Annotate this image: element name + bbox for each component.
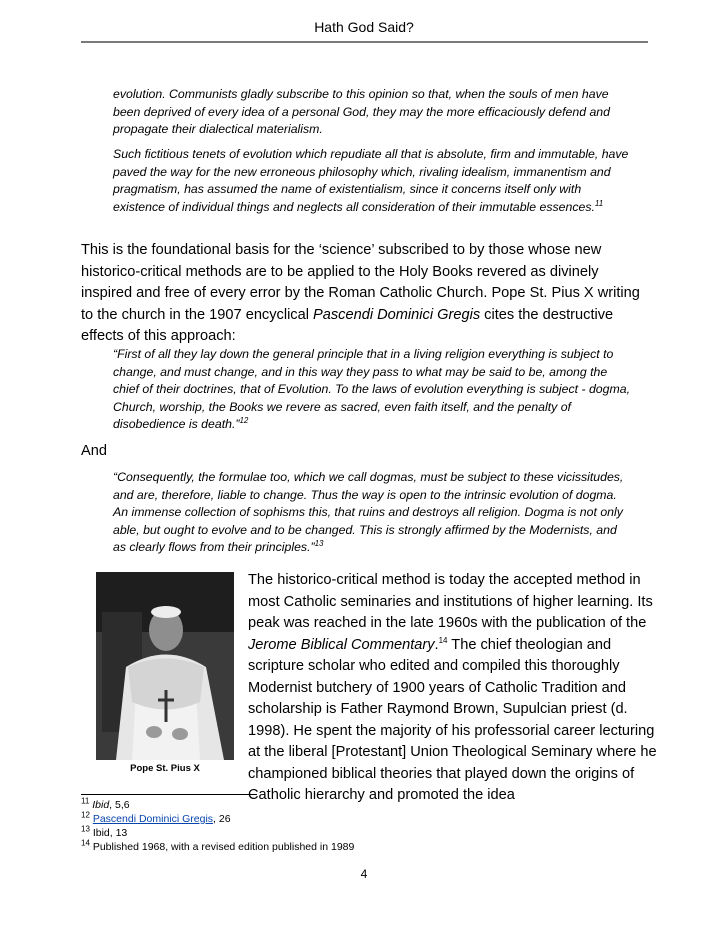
footnote-item	[81, 798, 354, 812]
footnote-text: , 5,6	[109, 799, 130, 811]
paragraph-historico-critical: The historico-critical method is today the accepted method in most Catholic seminaries and institutions of higher learning. Its peak was reached in the late 1960s with the publication of the Jerome Biblical Commentary.$^{14}$ The chief theologian and scripture scholar who edited and compiled this thoroughly Modernist butchery of 1900 years of Catholic Tradition and scholarship is Father Raymond Brown, Supulcian priest (d. 1998). He spent the majority of his professorial career lecturing at the liberal [Protestant] Union Theological Seminary where he championed biblical theories that played down the origins of Catholic hierarchy and promoted the idea	[248, 572, 657, 803]
page-header-title: Hath God Said?	[314, 19, 414, 35]
footnote-number: 11	[81, 796, 90, 806]
footnote-ref[interactable]: 12	[239, 416, 249, 426]
paragraph-text: The historico-critical method is today the accepted method in most Catholic seminaries and institutions of higher learning. Its peak was reached in the late 1960s with the publication of the	[248, 572, 653, 631]
portrait-illustration	[96, 572, 234, 760]
quote-pascendi-evolution	[113, 346, 633, 434]
footnote-ref[interactable]: 13	[314, 539, 324, 549]
footnote-number: 13	[81, 824, 90, 834]
quote-text: Such fictitious tenets of evolution which repudiate all that is absolute, firm and immutable, have paved the way for the new erroneous philosophy which, rivaling idealism, immanentism and pragmatism, has assumed the name of existentialism, since it concerns itself only with existence of individual things and neglects all consideration of their immutable essences.	[113, 147, 629, 214]
footnote-ref[interactable]: 11	[594, 198, 604, 208]
footnotes	[81, 798, 354, 854]
quote-evolution-communists	[113, 86, 633, 139]
footnote-text: , 26	[213, 813, 231, 825]
footnote-ref[interactable]: 14	[438, 635, 448, 645]
quote-existentialism	[113, 146, 633, 216]
conjunction-and: And	[81, 443, 107, 459]
footnote-text: Published 1968, with a revised edition published in 1989	[92, 841, 355, 853]
footnote-item	[81, 826, 354, 840]
paragraph-foundational-basis	[81, 240, 653, 348]
footnote-link[interactable]: Pascendi Dominici Gregis	[92, 813, 214, 825]
quote-text: evolution. Communists gladly subscribe to this opinion so that, when the souls of men have been deprived of every idea of a personal God, they may the more efficaciously defend and propagate their dialectical materialism.	[113, 87, 610, 137]
footnote-number: 14	[81, 838, 90, 848]
photo-caption: Pope St. Pius X	[130, 763, 200, 774]
paragraph-text: This is the foundational basis for the ‘science’ subscribed to by those whose new historico-critical methods are to be applied to the Holy Books revered as divinely inspired and free of every error by the Roman Catholic Church. Pope St. Pius X writing to the church in the 1907 encyclical	[81, 242, 640, 323]
quote-text: “First of all they lay down the general principle that in a living religion everything is subject to change, and must change, and in this way they pass to what may be said to be, among the chief of their doctrines, that of Evolution. To the laws of evolution everything is subject - dogma, Church, worship, the Books we revere as sacred, even faith itself, and the penalty of disobedience is death.”	[113, 347, 630, 432]
footnote-item	[81, 812, 354, 826]
header-divider	[81, 41, 648, 43]
pope-pius-x-photo	[96, 572, 234, 760]
paragraph-text: The chief theologian and scripture scholar who edited and compiled this thoroughly Modernist butchery of 1900 years of Catholic Tradition and scholarship is Father Raymond Brown, Supulcian priest (d. 1998). He spent the majority of his professorial career lecturing at the liberal [Protestant] Union Theological Seminary where he championed biblical theories that played down the origins of Catholic hierarchy and promoted the idea	[248, 636, 657, 803]
paragraph-text: cites the destructive effects of this approach:	[81, 306, 614, 344]
footnote-text: Ibid, 13	[92, 827, 128, 839]
encyclical-title: Pascendi Dominici Gregis	[313, 306, 481, 323]
commentary-title: Jerome Biblical Commentary	[248, 636, 435, 653]
page-number: 4	[360, 867, 368, 881]
footnote-italic: Ibid	[92, 799, 110, 811]
quote-text: “Consequently, the formulae too, which we call dogmas, must be subject to these vicissitudes, and are, therefore, liable to change. Thus the way is open to the intrinsic evolution of dogma. An immense collection of sophisms this, that ruins and destroys all religion. Dogma is not only able, but ought to evolve and to be changed. This is strongly affirmed by the Modernists, and as clearly flows from their principles.”	[113, 470, 624, 555]
footnote-item	[81, 840, 354, 854]
footnote-number: 12	[81, 810, 90, 820]
quote-dogmas	[113, 469, 633, 557]
footnote-divider	[81, 794, 257, 795]
